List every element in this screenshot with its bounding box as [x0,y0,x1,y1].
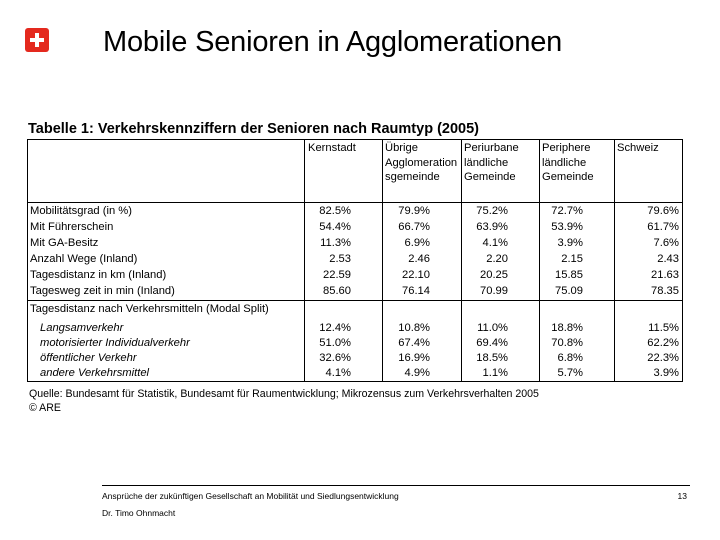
table-cell: 2.46 [408,253,430,265]
table-cell: 70.8% [551,337,583,349]
row-label: öffentlicher Verkehr [40,352,137,364]
table-cell: 22.59 [323,269,351,281]
table-cell: 21.63 [651,269,679,281]
table-cell: 78.35 [651,285,679,297]
table-source [29,387,539,415]
table-cell: 62.2% [647,337,679,349]
column-divider [461,140,462,381]
table-cell: 75.2% [476,205,508,217]
column-divider [539,140,540,381]
column-header: Kernstadt [308,142,356,154]
table-cell: 2.15 [561,253,583,265]
column-header: Periphere ländliche Gemeinde [542,142,594,183]
table-cell: 4.1% [325,367,351,379]
table-cell: 22.3% [647,352,679,364]
table-cell: 2.43 [657,253,679,265]
row-label: Mobilitätsgrad (in %) [30,205,132,217]
table-cell: 22.10 [402,269,430,281]
table-cell: 1.1% [482,367,508,379]
table-cell: 11.3% [320,237,351,249]
table-cell: 3.9% [653,367,679,379]
table-cell: 15.85 [555,269,583,281]
table-cell: 51.0% [319,337,351,349]
table-cell: 11.0% [477,322,508,334]
footer-author: Dr. Timo Ohnmacht [102,508,176,518]
table-cell: 2.20 [486,253,508,265]
table-cell: 72.7% [551,205,583,217]
table-cell: 11.5% [648,322,679,334]
table-cell: 7.6% [653,237,679,249]
table-cell: 32.6% [319,352,351,364]
row-label: motorisierter Individualverkehr [40,337,190,349]
column-header: Periurbane ländliche Gemeinde [464,142,519,183]
table-cell: 12.4% [319,322,351,334]
table-cell: 2.53 [329,253,351,265]
table-cell: 79.9% [398,205,430,217]
table-cell: 4.9% [404,367,430,379]
table-cell: 67.4% [398,337,430,349]
table-cell: 69.4% [476,337,508,349]
table-cell: 70.99 [480,285,508,297]
table-cell: 6.9% [404,237,430,249]
section-heading: Tagesdistanz nach Verkehrsmitteln (Modal Split) [30,303,269,315]
header-divider [28,202,682,203]
table-cell: 18.8% [551,322,583,334]
row-label: Tagesdistanz in km (Inland) [30,269,167,281]
table-cell: 66.7% [398,221,430,233]
swiss-cross-icon [25,28,49,52]
table-cell: 3.9% [557,237,583,249]
footer-text: Ansprüche der zukünftigen Gesellschaft an Mobilität und Siedlungsentwicklung [102,491,399,501]
row-label: Mit GA-Besitz [30,237,99,249]
row-label: Tagesweg zeit in min (Inland) [30,285,175,297]
footer-divider [102,485,690,486]
source-note: Quelle: Bundesamt für Statistik, Bundesamt für Raumentwicklung; Mikrozensus zum Verkehrsverhalten 2005 [29,388,539,400]
row-label: Anzahl Wege (Inland) [30,253,138,265]
table-cell: 10.8% [398,322,430,334]
column-divider [382,140,383,381]
table-cell: 76.14 [402,285,430,297]
row-label: Langsamverkehr [40,322,124,334]
table-cell: 18.5% [476,352,508,364]
section-divider [28,300,682,301]
column-divider [614,140,615,381]
data-table [27,139,683,382]
table-cell: 85.60 [323,285,351,297]
column-header: Schweiz [617,142,659,154]
table-cell: 5.7% [557,367,583,379]
row-label: andere Verkehrsmittel [40,367,150,379]
table-cell: 79.6% [647,205,679,217]
table-cell: 54.4% [319,221,351,233]
page-number: 13 [677,491,687,501]
table-cell: 63.9% [476,221,508,233]
table-cell: 61.7% [647,221,679,233]
table-cell: 4.1% [482,237,508,249]
table-cell: 20.25 [480,269,508,281]
table-cell: 75.09 [555,285,583,297]
table-caption: Tabelle 1: Verkehrskennziffern der Senioren nach Raumtyp (2005) [28,121,479,137]
row-label: Mit Führerschein [30,221,114,233]
column-header: Übrige Agglomeration sgemeinde [385,142,458,183]
column-divider [304,140,305,381]
table-cell: 16.9% [398,352,430,364]
table-cell: 6.8% [557,352,583,364]
slide-title: Mobile Senioren in Agglomerationen [103,26,563,58]
copyright-note: © ARE [29,402,61,414]
table-cell: 82.5% [319,205,351,217]
table-cell: 53.9% [551,221,583,233]
